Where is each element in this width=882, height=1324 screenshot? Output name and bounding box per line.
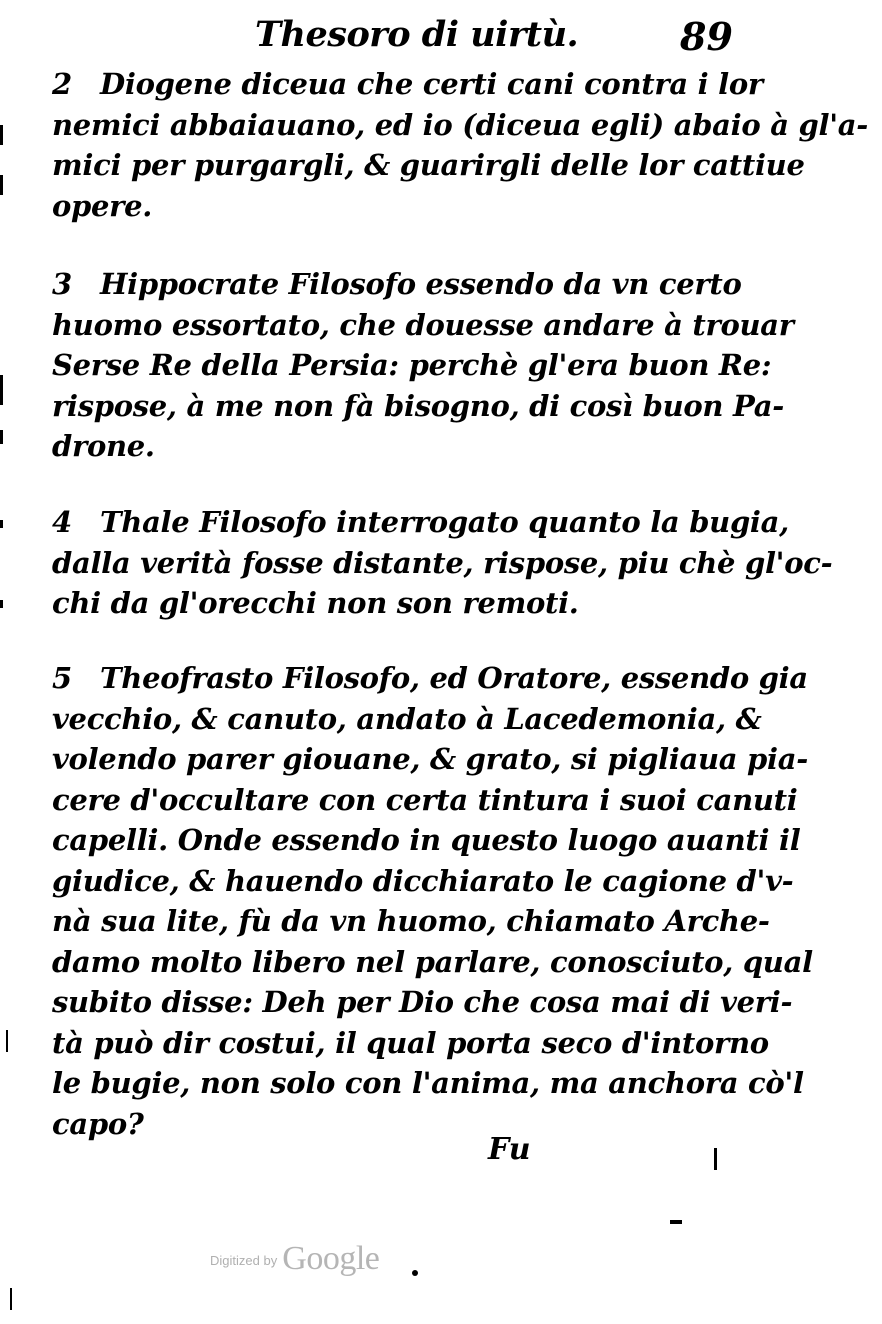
- text-line: chi da gl'orecchi non son remoti.: [52, 586, 579, 620]
- text-line: drone.: [52, 429, 155, 463]
- paragraph-2: [52, 64, 868, 226]
- google-logo: Google: [282, 1240, 380, 1277]
- margin-mark: [412, 1270, 418, 1276]
- catchword: Fu: [488, 1132, 531, 1167]
- margin-mark: [0, 375, 3, 405]
- paragraph-number: 3: [52, 267, 72, 301]
- margin-mark: [0, 430, 3, 444]
- text-line: capelli. Onde essendo in questo luogo auanti il: [52, 823, 801, 857]
- text-line: damo molto libero nel parlare, conosciuto, qual: [52, 944, 813, 979]
- paragraph-5: [52, 658, 813, 1144]
- watermark-prefix: Digitized by: [210, 1253, 278, 1268]
- text-line: volendo parer giouane, & grato, si pigliaua pia-: [52, 742, 808, 776]
- page-number: 89: [680, 14, 733, 59]
- paragraph-3: [52, 264, 794, 467]
- paragraph-number: 4: [52, 505, 72, 539]
- paragraph-4: [52, 502, 833, 624]
- margin-mark: [714, 1148, 717, 1170]
- text-line: Serse Re della Persia: perchè gl'era buon Re:: [52, 348, 772, 382]
- text-line: 2 Diogene diceua che certi cani contra i lor: [52, 64, 702, 105]
- text-line: mici per purgargli, & guarirgli delle lor cattiue: [52, 148, 805, 182]
- text-line: cere d'occultare con certa tintura i suoi canuti: [52, 782, 798, 817]
- text-line: rispose, à me non fà bisogno, di così buon Pa-: [52, 388, 784, 423]
- text-line: vecchio, & canuto, andato à Lacedemonia, &: [52, 701, 762, 736]
- margin-mark: [0, 520, 3, 528]
- running-title: Thesoro di uirtù.: [255, 14, 579, 55]
- text-line: tà può dir costui, il qual porta seco d'intorno: [52, 1025, 769, 1060]
- text-line: giudice, & hauendo dicchiarato le cagione d'v-: [52, 863, 794, 898]
- margin-mark: [0, 175, 3, 195]
- text-line: huomo essortato, che douesse andare à trouar: [52, 307, 794, 342]
- text-line: 5 Theofrasto Filosofo, ed Oratore, essendo gia: [52, 658, 702, 699]
- paragraph-number: 5: [52, 661, 72, 695]
- text-line: capo?: [52, 1106, 144, 1141]
- margin-mark: [670, 1220, 682, 1224]
- text-line: nemici abbaiauano, ed io (diceua egli) abaio à gl'a-: [52, 107, 868, 142]
- text-line: le bugie, non solo con l'anima, ma anchora cò'l: [52, 1066, 804, 1100]
- text-line: 3 Hippocrate Filosofo essendo da vn certo: [52, 264, 702, 305]
- margin-mark: [0, 600, 3, 608]
- text-line: subito disse: Deh per Dio che cosa mai di veri-: [52, 985, 793, 1019]
- text-line: dalla verità fosse distante, rispose, piu chè gl'oc-: [52, 545, 833, 580]
- digitization-watermark: [210, 1240, 379, 1278]
- text-line: nà sua lite, fù da vn huomo, chiamato Arche-: [52, 904, 770, 938]
- text-line: opere.: [52, 188, 153, 223]
- paragraph-number: 2: [52, 67, 72, 101]
- margin-mark: [0, 125, 3, 145]
- margin-mark: [6, 1030, 8, 1052]
- text-line: 4 Thale Filosofo interrogato quanto la bugia,: [52, 502, 702, 543]
- margin-mark: [10, 1288, 12, 1310]
